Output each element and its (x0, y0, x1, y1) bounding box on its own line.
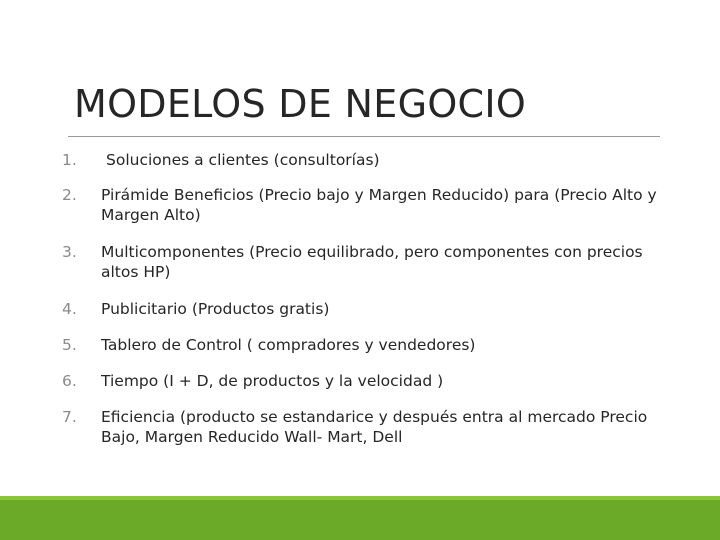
list-item-number: 2. (62, 186, 77, 204)
list-item-number: 5. (62, 336, 77, 354)
list-item-number: 1. (62, 151, 77, 169)
list-item (62, 242, 661, 282)
list-item (62, 185, 661, 225)
list-item (62, 299, 661, 319)
list-item (62, 335, 661, 355)
list-item-number: 3. (62, 243, 77, 261)
list-item-text: Pirámide Beneficios (Precio bajo y Margen Reducido) para (Precio Alto y Margen Alto) (101, 186, 657, 224)
list-item-number: 4. (62, 300, 77, 318)
list-item (62, 371, 661, 391)
list-item-text: Publicitario (Productos gratis) (101, 300, 330, 318)
list-item (62, 150, 661, 170)
list-item-text: Multicomponentes (Precio equilibrado, pero componentes con precios altos HP) (101, 243, 643, 281)
list-item-text: Eficiencia (producto se estandarice y después entra al mercado Precio Bajo, Margen Reducido Wall- Mart, Dell (101, 408, 648, 446)
list-item-number: 7. (62, 408, 77, 426)
list-item-number: 6. (62, 372, 77, 390)
title-divider (68, 136, 660, 137)
footer-bar (0, 500, 720, 540)
list-item-text: Soluciones a clientes (consultorías) (106, 151, 380, 169)
list-item (62, 407, 661, 447)
list-item-text: Tablero de Control ( compradores y vendedores) (101, 336, 476, 354)
list-item-text: Tiempo (I + D, de productos y la velocidad ) (101, 372, 444, 390)
slide-title: MODELOS DE NEGOCIO (74, 82, 527, 126)
